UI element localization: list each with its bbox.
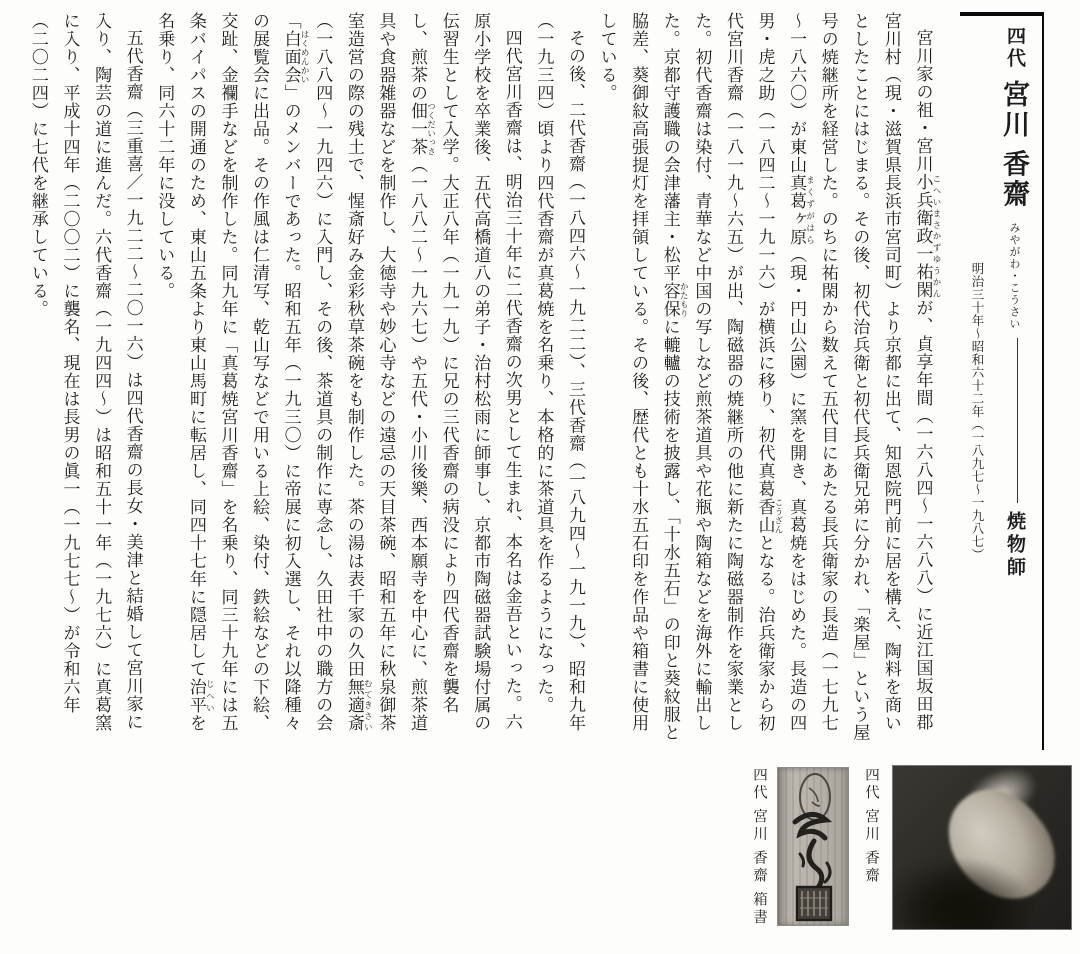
figure-strip — [749, 764, 1072, 930]
portrait-caption: 四代 宮川 香齋 — [863, 767, 879, 886]
body-paragraph: その後、二代香齋（一八四六～一九二二）、三代香齋（一八九四～一九一九）、昭和九年（一九三四）頃より四代香齋が真葛焼を名乗り、本格的に茶道具を作るようになった。 — [534, 12, 585, 732]
occupation-label: 焼物師 — [1004, 510, 1025, 580]
portrait-photo — [892, 765, 1072, 930]
box-calligraphy-art — [778, 768, 848, 925]
person-name: 宮川 香齋 — [999, 80, 1029, 210]
article — [24, 12, 1044, 750]
entry-title — [994, 26, 1034, 750]
generation-label: 四代 — [1004, 26, 1025, 70]
body-paragraph: 宮川家の祖・宮川小兵衛政一祐閑 こへいまさかずゆうかんが、貞享年間（一六八四～一六八八）に近江国坂田郡宮川村（現・滋賀県長浜市宮司町）より京都に出て、知恩院門前に居を構え、陶料を商いとしたことにはじまる。その後、初代治兵衛と初代長兵衛兄弟に分かれ、「楽屋」という屋号の焼継所を経営した。のちに祐閑から数えて五代目にあたる長兵衛家の長造（一七九七～一八六〇）が東山真葛ヶ原 まくずがはら（現・円山公園）に窯を開き、真葛焼をはじめた。長造の四男・虎之助（一八四二～一九一六）が横浜に移り、初代真葛香山 こうざんとなる。治兵衛家から初代宮川香齋（一八一九～六五）が出、陶磁器の焼継所の他に新たに陶磁器制作を家業とした。初代香齋は染付、青華など中国の写しなど煎茶道具や花瓶や陶箱などを海外に輸出した。京都守護職の会津藩主・松平容保 かたもりに轆轤の技術を披露し、「十水五石」の印と葵紋服と脇差、葵御紋高張提灯を拝領している。その後、歴代とも十水五石印を作品や箱書に使用している。 — [597, 12, 942, 742]
body-paragraph: 四代宮川香齋は、明治三十年に二代香齋の次男として生まれ、本名は金吾といった。六原小学校を卒業後、五代高橋道八の弟子・治村松雨に師事し、京都市陶磁器試験場付属の伝習生として入学。大正八年（一九一九）に兄の三代香齋の病没により四代香齋を襲名し、煎茶の佃一茶 つくだいっさ（一八八二～一九六七）や五代・小川後樂、西本願寺を中心に、煎茶道具や食器雑器などを制作し、大徳寺や妙心寺などの遠忌の天目茶碗、昭和五年に秋泉御茶室造営の際の残土で、惺斎好み金彩秋草茶碗をも制作した。茶の湯は表千家の久田無適斎 むてきさい（一八八四～一九四六）に入門し、その後、茶道具の制作に専念し、久田社中の職方の会「白面会 はくめんかい」のメンバーであった。昭和五年（一九三〇）に帝展に初入選し、それ以降種々の展覧会に出品。その作風は仁清写、乾山写などで用いる上絵、染付、鉄絵などの下絵、交趾、金襴手などを制作した。同九年に「真葛焼宮川香齋」を名乗り、同三十九年には五条バイパスの開通のため、東山五条より東山馬町に転居し、同四十七年に隠居して治平 じへいを名乗り、同六十二年に没している。 — [155, 12, 522, 732]
name-reading: みやがわ・こうさい — [1008, 221, 1020, 330]
portrait-shoulder-shadow — [892, 858, 1031, 930]
article-body — [22, 12, 942, 742]
entry-header — [960, 12, 1044, 750]
lifespan: 明治三十年～昭和六十二年（一八九七～一九八七） — [970, 262, 984, 561]
body-paragraph: 五代香齋（三重喜／一九二二～二〇一六）は四代香齋の長女・美津と結婚して宮川家に入り、陶芸の道に進んだ。六代香齋（一九四四～）は昭和五十一年（一九七六）に真葛窯に入り、平成十四年（二〇〇二）に襲名、現在は長男の眞一（一九七七～）が令和六年（二〇二四）に七代を継承している。 — [28, 12, 143, 732]
seal-caption: 四代 宮川 香齋 箱書 — [751, 767, 767, 927]
box-inscription-image — [777, 767, 849, 926]
dash-rule — [1017, 338, 1019, 503]
